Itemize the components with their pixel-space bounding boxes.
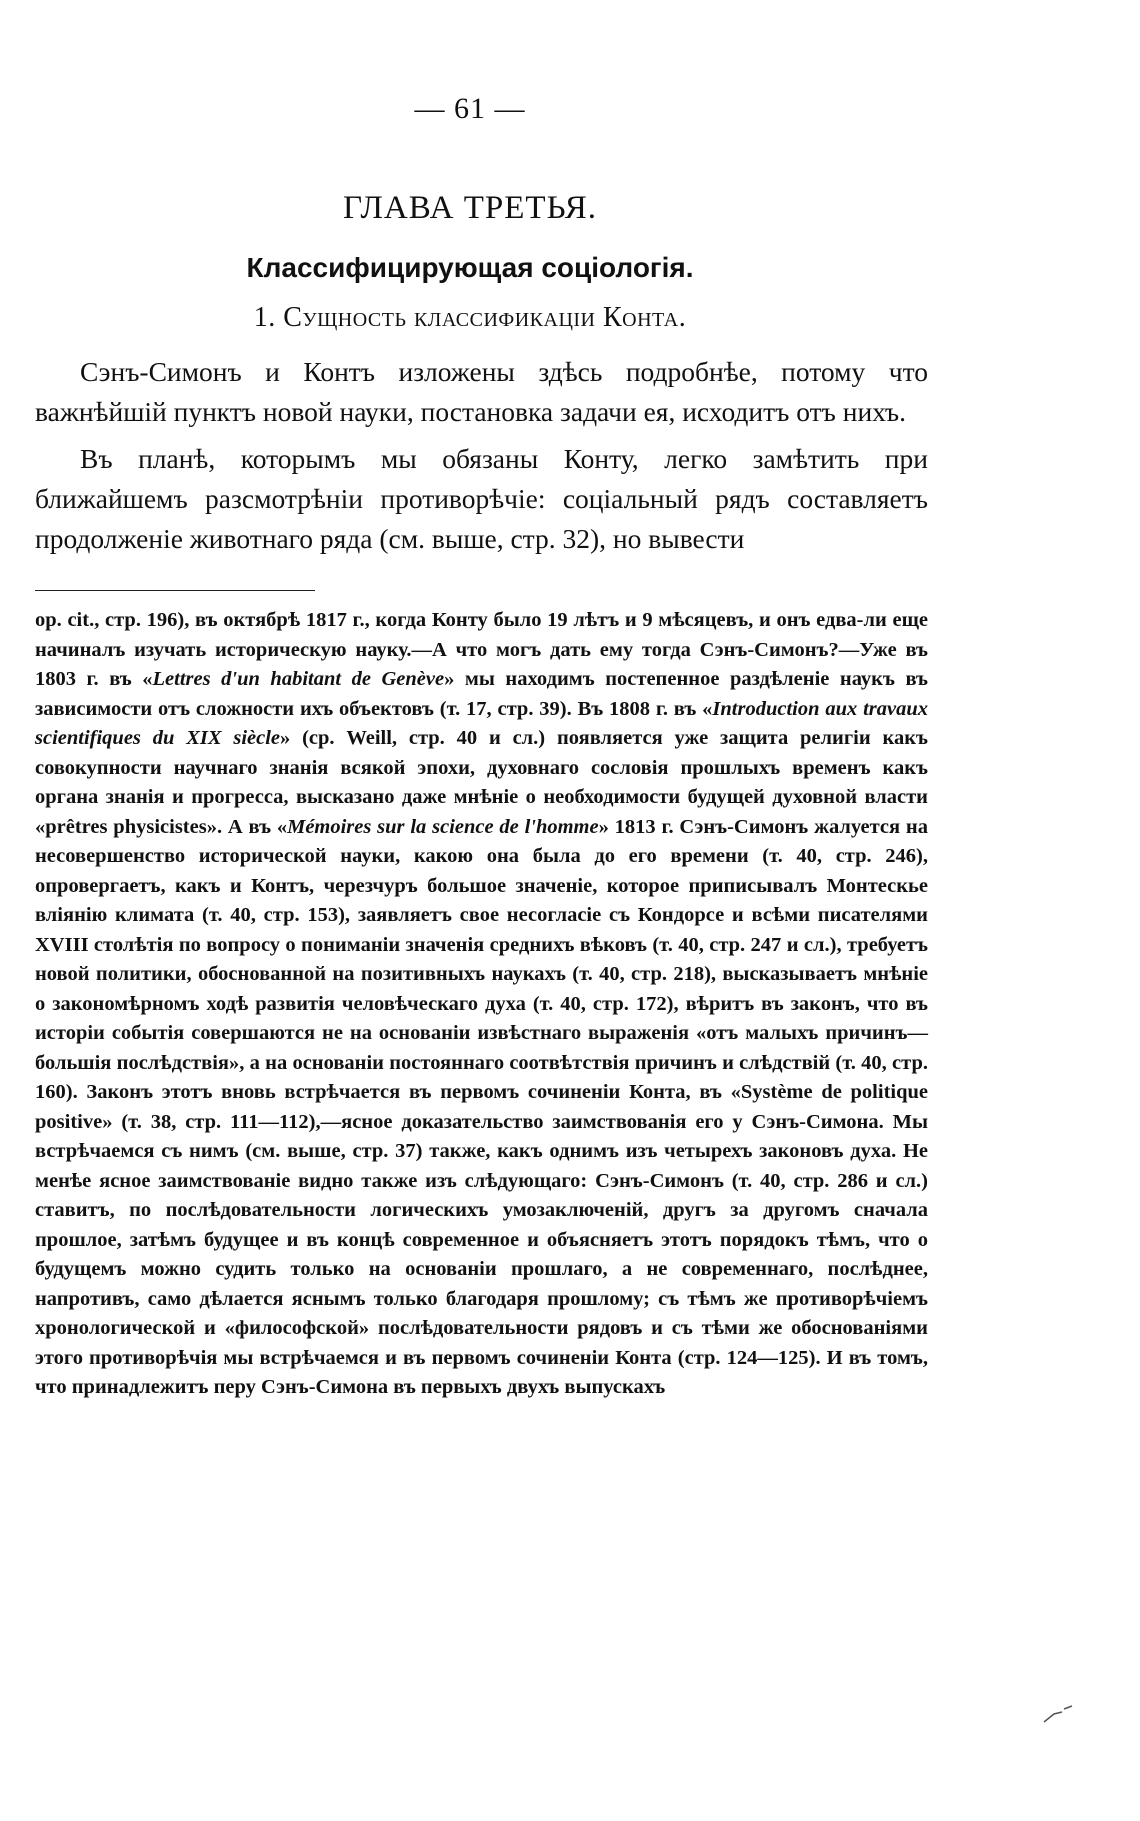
- section-title: Классифицирующая соціологія.: [246, 252, 694, 283]
- main-paragraph: Въ планѣ, которымъ мы обязаны Конту, легко замѣтить при ближайшемъ разсмотрѣніи противорѣчіе: соціальный рядъ составляетъ продолженіе животнаго ряда (см. выше, стр. 32), но вывести: [35, 443, 928, 554]
- chapter-title: ГЛАВА ТРЕТЬЯ.: [342, 190, 598, 226]
- main-text: [35, 352, 928, 566]
- footnote-title-lettres: Lettres d'un habitant de Genève: [152, 668, 445, 690]
- footnote-separator: [35, 590, 315, 591]
- footnote-text: » (ср. Weill, стр. 40 и сл.) появляется уже защита религіи какъ совокупности научнаго знанія всякой эпохи, духовнаго сословія прошлыхъ временъ какъ органа знанія и прогресса, высказано даже мнѣніе о необходимости будущей духовной власти «prêtres physicistes». А въ «: [35, 727, 928, 838]
- footnote-text: » мы находимъ постепенное раздѣленіе наукъ въ зависимости отъ сложности ихъ объектовъ (т. 17, стр. 39). Въ 1808 г. въ «: [35, 668, 928, 720]
- footnote-paragraph: [35, 606, 928, 1403]
- main-paragraph: Сэнъ-Симонъ и Контъ изложены здѣсь подробнѣе, потому что важнѣйшій пунктъ новой науки, постановка задачи ея, исходитъ отъ нихъ.: [35, 356, 928, 427]
- footnote: [35, 606, 928, 1403]
- footnote-text: » 1813 г. Сэнъ-Симонъ жалуется на несовершенство исторической науки, какою она была до его времени (т. 40, стр. 246), опровергаетъ, какъ и Контъ, черезчуръ большое значеніе, которое приписывалъ Монтескье вліянію климата (т. 40, стр. 153), заявляетъ свое несогласіе съ Кондорсе и всѣми писателями XVIII столѣтія по вопросу о пониманіи значенія среднихъ вѣковъ (т. 40, стр. 247 и сл.), требуетъ новой политики, обоснованной на позитивныхъ наукахъ (т. 40, стр. 218), высказываетъ мнѣніе о закономѣрномъ ходѣ развитія человѣческаго духа (т. 40, стр. 172), вѣритъ въ законъ, что въ исторіи событія совершаются не на основаніи извѣстнаго выраженія «отъ малыхъ причинъ—большія послѣдствія», а на основаніи постояннаго соотвѣтствія причинъ и слѣдствій (т. 40, стр. 160). Законъ этотъ вновь встрѣчается въ первомъ сочиненіи Конта, въ «Système de politique positive» (т. 38, стр. 111—112),—ясное доказательство заимствованія его у Сэнъ-Симона. Мы встрѣчаемся съ нимъ (см. выше, стр. 37) также, какъ однимъ изъ четырехъ законовъ духа. Не менѣе ясное заимствованіе видно также изъ слѣдующаго: Сэнъ-Симонъ (т. 40, стр. 286 и сл.) ставитъ, по послѣдовательности логическихъ умозаключеній, другъ за другомъ сначала прошлое, затѣмъ будущее и въ концѣ современное и объясняетъ этотъ порядокъ тѣмъ, что о будущемъ можно судить только на основаніи прошлаго, а не современнаго, послѣднее, напротивъ, само дѣлается яснымъ только благодаря прошлому; съ тѣмъ же противорѣчіемъ хронологической и «философской» послѣдовательности рядовъ и съ тѣми же обоснованіями этого противорѣчія мы встрѣчаемся и въ первомъ сочиненіи Конта (стр. 124—125). И въ томъ, что принадлежитъ перу Сэнъ-Симона въ первыхъ двухъ выпускахъ: [35, 815, 928, 1398]
- footnote-title-memoires: Mémoires sur la science de l'homme: [287, 815, 599, 838]
- footnote-text: op. cit., стр. 196), въ октябрѣ 1817 г., когда Конту было 19 лѣтъ и 9 мѣсяцевъ, и онъ едва-ли еще начиналъ изучать историческую науку.—А что могъ дать ему тогда Сэнъ-Симонъ?—Уже въ 1803 г. въ «: [35, 609, 928, 690]
- page-number: — 61 —: [414, 92, 526, 125]
- ink-mark: [1040, 1700, 1080, 1730]
- footnote-title-introduction: Introduction aux travaux scientifiques du XIX siècle: [35, 697, 928, 749]
- subsection-title: 1. Сущность классификаціи Конта.: [253, 302, 687, 333]
